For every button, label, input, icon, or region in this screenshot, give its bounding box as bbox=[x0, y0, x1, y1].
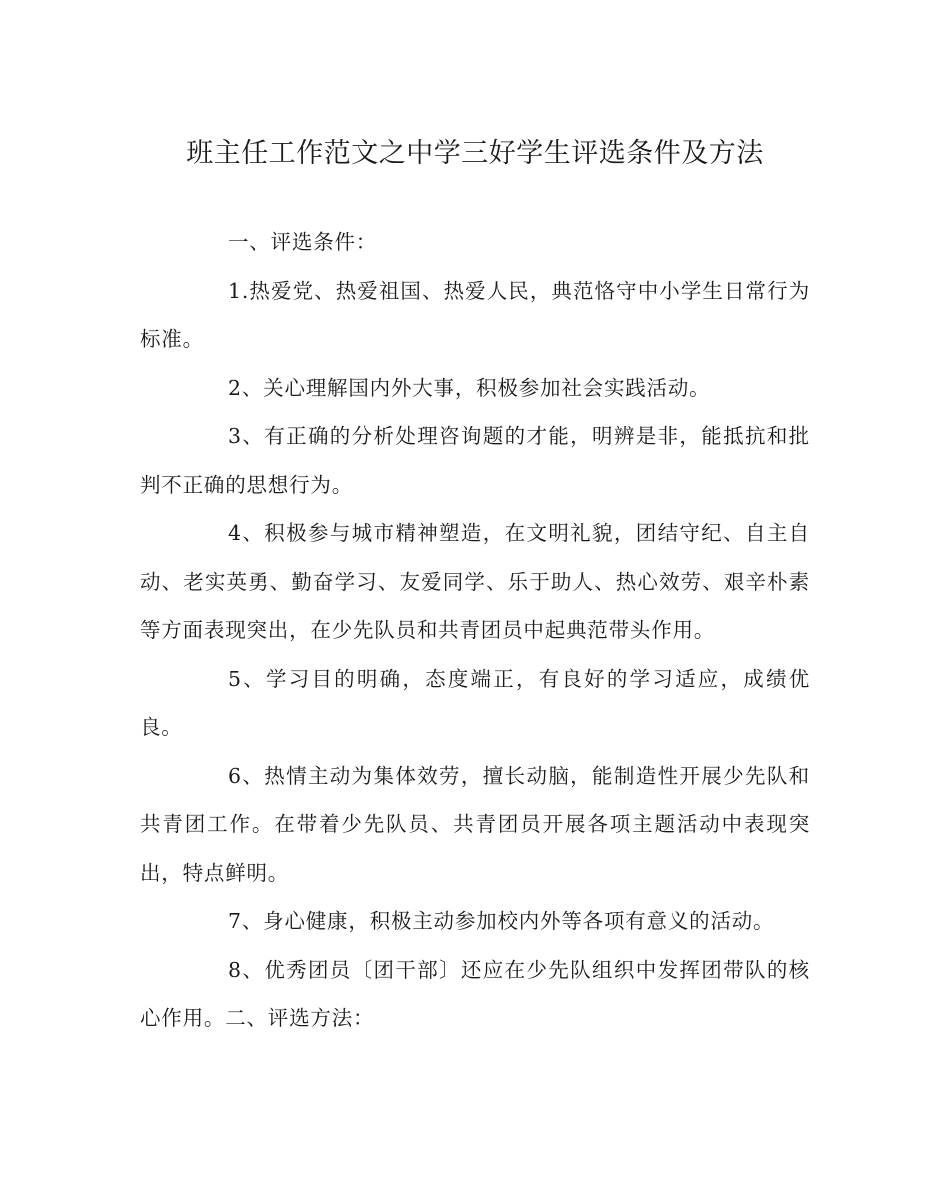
document-body bbox=[140, 218, 810, 1043]
criterion-item-8: 8、优秀团员〔团干部〕还应在少先队组织中发挥团带队的核心作用。二、评选方法： bbox=[140, 957, 810, 1030]
criterion-item-1: 1.热爱党、热爱祖国、热爱人民，典范恪守中小学生日常行为标准。 bbox=[140, 278, 810, 351]
document-title: 班主任工作范文之中学三好学生评选条件及方法 bbox=[186, 138, 764, 169]
criterion-item-3: 3、有正确的分析处理咨询题的才能，明辨是非，能抵抗和批判不正确的思想行为。 bbox=[140, 424, 810, 497]
criterion-item-5: 5、学习目的明确，态度端正，有良好的学习适应，成绩优良。 bbox=[140, 666, 810, 739]
criterion-item-2: 2、关心理解国内外大事，积极参加社会实践活动。 bbox=[228, 375, 711, 400]
section-heading-criteria: 一、评选条件： bbox=[228, 230, 378, 254]
criterion-item-4: 4、积极参与城市精神塑造，在文明礼貌，团结守纪、自主自动、老实英勇、勤奋学习、友爱同学、乐于助人、热心效劳、艰辛朴素等方面表现突出，在少先队员和共青团员中起典范带头作用。 bbox=[140, 521, 810, 642]
criterion-item-7: 7、身心健康，积极主动参加校内外等各项有意义的活动。 bbox=[228, 909, 775, 933]
criterion-item-6: 6、热情主动为集体效劳，擅长动脑，能制造性开展少先队和共青团工作。在带着少先队员、共青团员开展各项主题活动中表现突出，特点鲜明。 bbox=[140, 763, 810, 885]
